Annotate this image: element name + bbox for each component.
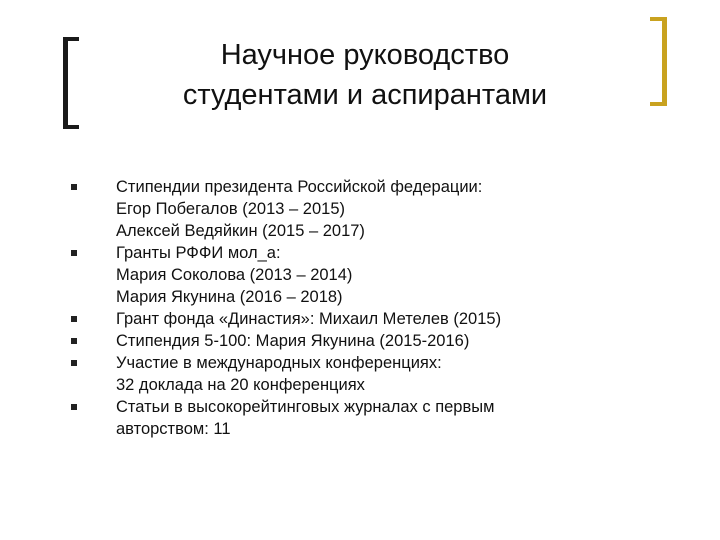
list-item-line: Егор Побегалов (2013 – 2015): [116, 200, 345, 218]
square-bullet-icon: [71, 184, 77, 190]
left-bracket-decoration: [63, 37, 79, 129]
list-item-line: Статьи в высокорейтинговых журналах с первым: [116, 398, 495, 416]
list-item-line: Стипендии президента Российской федерации:: [116, 178, 483, 196]
bullet-list: [0, 176, 720, 440]
square-bullet-icon: [71, 316, 77, 322]
list-item-line: Алексей Ведяйкин (2015 – 2017): [116, 222, 365, 240]
list-item-line: 32 доклада на 20 конференциях: [116, 376, 365, 394]
list-item: [0, 308, 720, 330]
list-item-line: Стипендия 5-100: Мария Якунина (2015-2016): [116, 332, 470, 350]
list-item-line: авторством: 11: [116, 420, 231, 438]
square-bullet-icon: [71, 250, 77, 256]
list-item: [0, 352, 720, 396]
square-bullet-icon: [71, 404, 77, 410]
slide-title-line-1: Научное руководство: [220, 39, 510, 71]
list-item-line: Участие в международных конференциях:: [116, 354, 442, 372]
square-bullet-icon: [71, 360, 77, 366]
list-item: [0, 176, 720, 242]
list-item-line: Мария Соколова (2013 – 2014): [116, 266, 353, 284]
slide-title-line-2: студентами и аспирантами: [182, 79, 548, 111]
square-bullet-icon: [71, 338, 77, 344]
list-item-line: Гранты РФФИ мол_а:: [116, 244, 281, 262]
list-item: [0, 330, 720, 352]
list-item: [0, 396, 720, 440]
right-bracket-decoration: [650, 17, 667, 106]
list-item: [0, 242, 720, 308]
list-item-line: Мария Якунина (2016 – 2018): [116, 288, 343, 306]
list-item-line: Грант фонда «Династия»: Михаил Метелев (2015): [116, 310, 502, 328]
slide-title: [110, 35, 620, 115]
